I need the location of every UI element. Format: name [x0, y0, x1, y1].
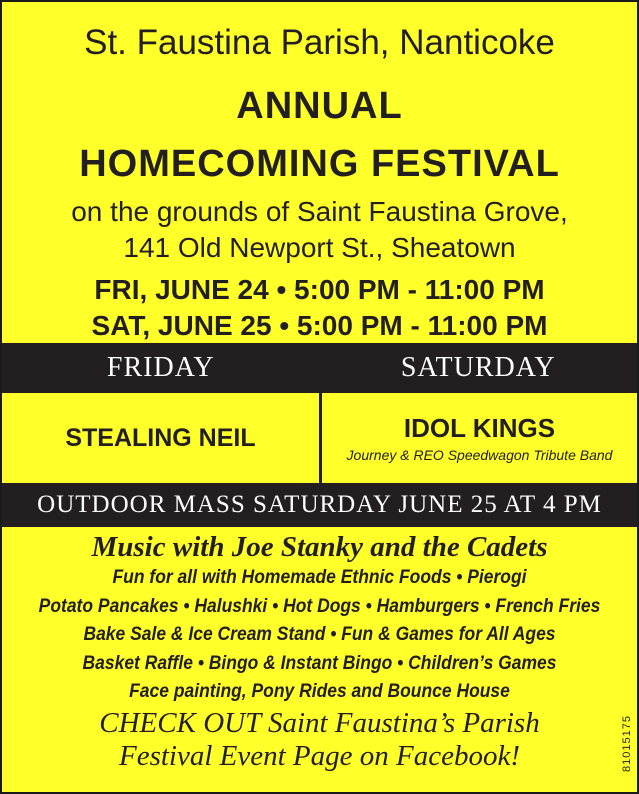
saturday-band — [322, 393, 637, 483]
day-header-band — [2, 343, 637, 393]
detail-line: Fun for all with Homemade Ethnic Foods • Pierogi — [112, 567, 527, 588]
location-line-1: on the grounds of Saint Faustina Grove, — [71, 196, 568, 227]
title-annual: ANNUAL — [236, 85, 403, 127]
saturday-label: SATURDAY — [400, 352, 556, 383]
detail-line: Basket Raffle • Bingo & Instant Bingo • Children’s Games — [82, 652, 557, 674]
location-line-2: 141 Old Newport St., Sheatown — [123, 232, 516, 263]
friday-band-name: STEALING NEIL — [2, 393, 322, 483]
detail-line: Face painting, Pony Rides and Bounce House — [129, 681, 510, 702]
band-lineup — [2, 393, 637, 483]
outdoor-mass-banner: OUTDOOR MASS SATURDAY JUNE 25 AT 4 PM — [2, 483, 637, 527]
date-saturday: SAT, JUNE 25 • 5:00 PM - 11:00 PM — [91, 310, 548, 341]
ad-header — [2, 22, 637, 344]
title-festival: HOMECOMING FESTIVAL — [79, 143, 560, 185]
detail-line: Bake Sale & Ice Cream Stand • Fun & Games for All Ages — [83, 624, 556, 645]
friday-label: FRIDAY — [106, 352, 215, 383]
detail-line: Potato Pancakes • Halushki • Hot Dogs • Hamburgers • French Fries — [38, 595, 601, 617]
music-line: Music with Joe Stanky and the Cadets — [91, 531, 548, 563]
festival-details — [2, 530, 637, 773]
parish-name: St. Faustina Parish, Nanticoke — [84, 23, 555, 62]
saturday-band-name: IDOL KINGS — [403, 413, 556, 443]
facebook-cta-line-1: CHECK OUT Saint Faustina’s Parish — [99, 706, 540, 739]
ad-number: 81015175 — [621, 715, 633, 772]
date-friday: FRI, JUNE 24 • 5:00 PM - 11:00 PM — [94, 274, 545, 305]
saturday-band-description: Journey & REO Speedwagon Tribute Band — [346, 447, 613, 463]
facebook-cta-line-2: Festival Event Page on Facebook! — [118, 739, 520, 772]
